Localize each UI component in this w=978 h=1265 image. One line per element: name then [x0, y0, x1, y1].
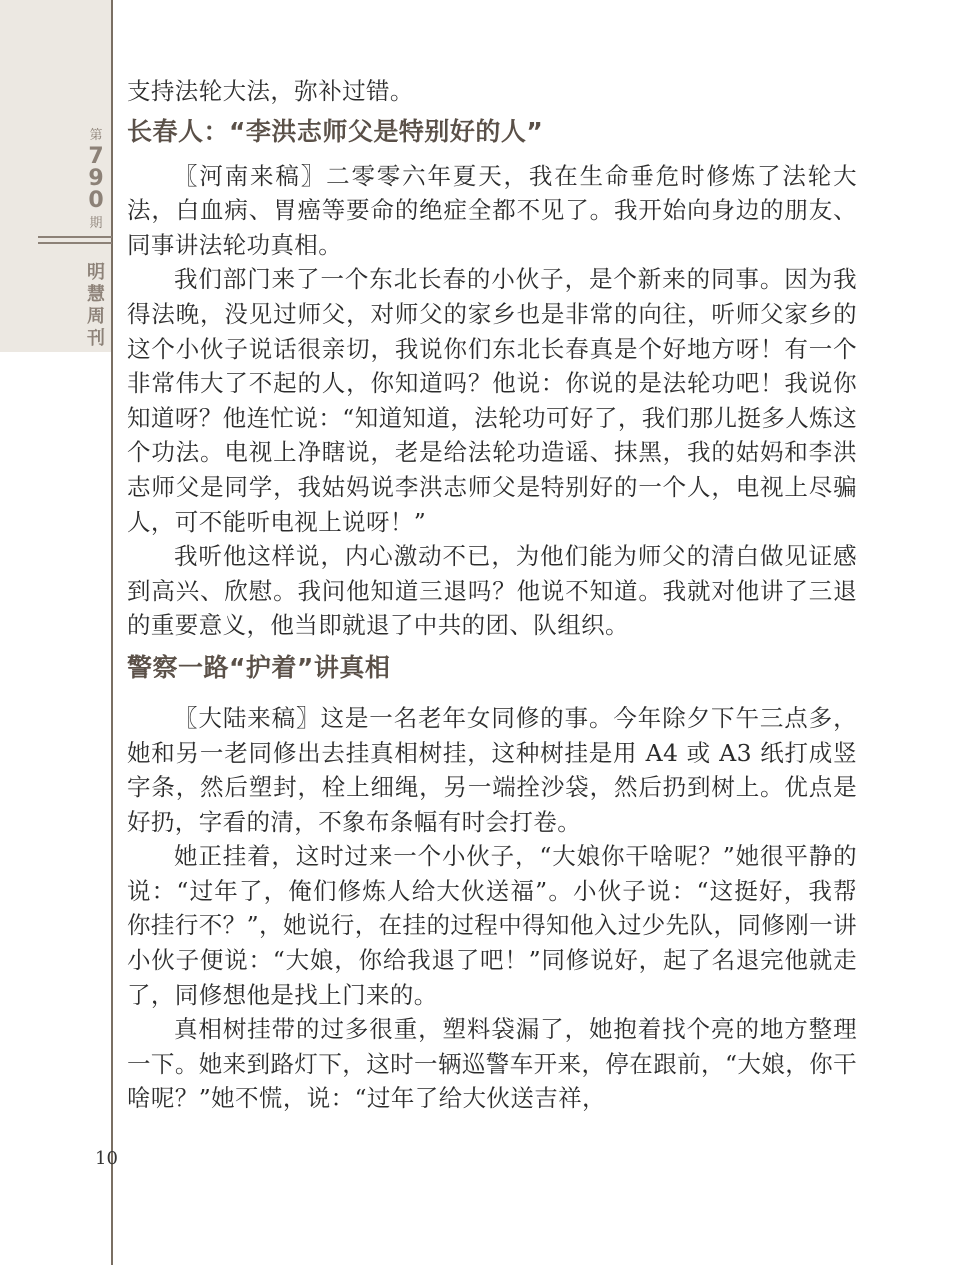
issue-prefix: 第: [89, 128, 103, 143]
paragraph: 我们部门来了一个东北长春的小伙子，是个新来的同事。因为我得法晚，没见过师父，对师父的家乡也是非常的向往，听师父家乡的这个小伙子说话很亲切，我说你们东北长春真是个好地方呀！有一个非常伟大了不起的人，你知道吗？他说：你说的是法轮功吧！我说你知道呀？他连忙说：“知道知道，法轮功可好了，我们那儿挺多人炼这个功法。电视上净瞎说，老是给法轮功造谣、抹黑，我的姑妈和李洪志师父是同学，我姑妈说李洪志师父是特别好的一个人，电视上尽骗人，可不能听电视上说呀！”: [127, 265, 857, 536]
paragraph: 她正挂着，这时过来一个小伙子，“大娘你干啥呢？”她很平静的说：“过年了，俺们修炼人给大伙送福”。小伙子说：“这挺好，我帮你挂行不？”，她说行，在挂的过程中得知他入过少先队，同修刚一讲小伙子便说：“大娘，你给我退了吧！”同修说好，起了名退完他就走了，同修想他是找上门来的。: [127, 842, 857, 1009]
paragraph: 支持法轮大法，弥补过错。: [127, 77, 414, 105]
magazine-char: 慧: [87, 284, 105, 305]
divider-top: [38, 236, 112, 238]
article-body: [127, 74, 857, 1116]
magazine-name: [84, 262, 108, 350]
divider-bottom: [38, 242, 112, 244]
magazine-char: 刊: [87, 328, 105, 349]
paragraph: 我听他这样说，内心激动不已，为他们能为师父的清白做见证感到高兴、欣慰。我问他知道三退吗？他说不知道。我就对他讲了三退的重要意义，他当即就退了中共的团、队组织。: [127, 542, 857, 640]
magazine-char: 周: [87, 306, 105, 327]
section-heading: 长春人：“李洪志师父是特别好的人”: [127, 116, 544, 146]
page-number: 10: [95, 1148, 118, 1169]
paragraph: 〖大陆来稿〗这是一名老年女同修的事。今年除夕下午三点多，她和另一老同修出去挂真相树挂，这种树挂是用 A4 或 A3 纸打成竖字条，然后塑封，栓上细绳，另一端拴沙袋，然后扔到树上。优点是好扔，字看的清，不象布条幅有时会打卷。: [127, 703, 857, 836]
paragraph: 〖河南来稿〗二零零六年夏天，我在生命垂危时修炼了法轮大法，白血病、胃癌等要命的绝症全都不见了。我开始向身边的朋友、同事讲法轮功真相。: [127, 161, 857, 259]
issue-digit-3: 0: [88, 188, 104, 213]
issue-digit-2: 9: [88, 166, 104, 191]
issue-digit-1: 7: [88, 144, 104, 169]
section-heading: 警察一路“护着”讲真相: [127, 652, 391, 682]
paragraph: 真相树挂带的过多很重，塑料袋漏了，她抱着找个亮的地方整理一下。她来到路灯下，这时一辆巡警车开来，停在跟前，“大娘，你干啥呢？”她不慌，说：“过年了给大伙送吉祥，: [127, 1015, 857, 1113]
margin-rule: [111, 0, 113, 1265]
issue-suffix: 期: [89, 216, 103, 231]
magazine-char: 明: [87, 262, 105, 283]
